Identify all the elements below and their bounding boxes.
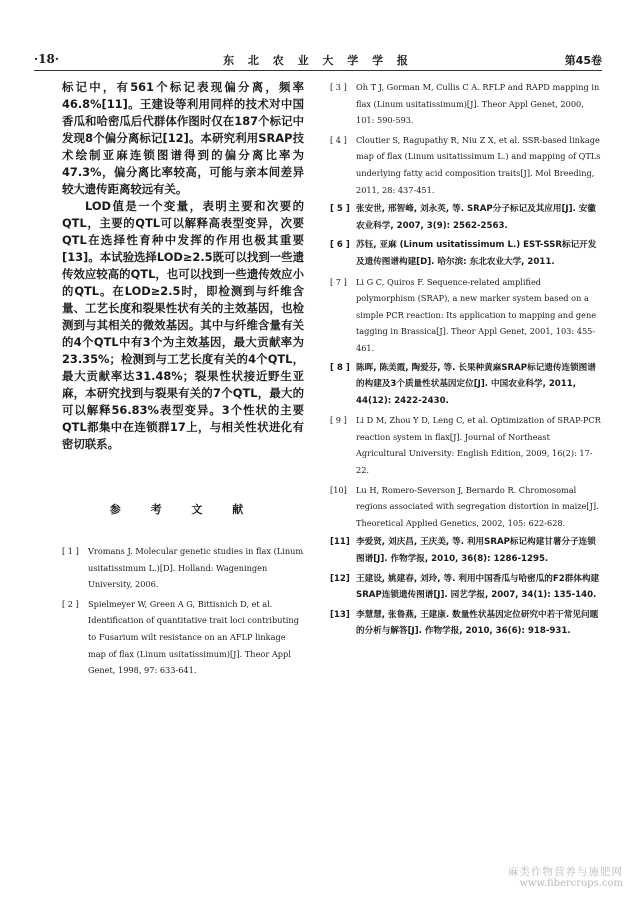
reference-item xyxy=(62,543,304,593)
page-number: ·18· xyxy=(34,52,60,66)
reference-text: Li G C, Quiros F. Sequence-related amplified polymorphism (SRAP), a new marker system based on a simple PCR reaction: Its application to mapping and gene tagging in Brassica[J]. Theor Appl Genet, 2001, 103: 455-461. xyxy=(356,276,597,353)
reference-number: [13] xyxy=(330,609,350,620)
reference-number: [ 4 ] xyxy=(330,134,347,145)
reference-text: 李慧慧, 张鲁燕, 王建康. 数量性状基因定位研究中若干常见问题的分析与解答[J]. 作物学报, 2010, 36(6): 918-931. xyxy=(356,609,599,637)
left-column xyxy=(62,79,304,682)
reference-item xyxy=(330,201,602,234)
reference-text: 张安世, 邢智峰, 刘永英, 等. SRAP分子标记及其应用[J]. 安徽农业科学, 2007, 3(9): 2562-2563. xyxy=(356,204,596,231)
references-list-left xyxy=(62,543,304,679)
reference-number: [ 9 ] xyxy=(330,415,347,426)
reference-number: [ 1 ] xyxy=(62,546,79,556)
header-rule xyxy=(34,70,602,71)
watermark-url: www.fibercrops.com xyxy=(519,878,623,889)
reference-number: [ 6 ] xyxy=(330,240,350,251)
watermark-site-name: 麻类作物营养与施肥网 xyxy=(508,866,623,878)
page-header xyxy=(34,50,602,72)
reference-number: [11] xyxy=(330,537,350,548)
reference-text: 李爱贤, 刘庆昌, 王庆美, 等. 利用SRAP标记构建甘薯分子连锁图谱[J]. 作物学报, 2010, 36(8): 1286-1295. xyxy=(356,537,596,565)
reference-item xyxy=(62,596,304,679)
body-paragraph-1: 标记中，有561个标记表现偏分离，频率46.8%[11]。王建设等利用同样的技术对中国香瓜和哈密瓜后代群体作图时仅在187个标记中发现8个偏分离标记[12]。本研究利用SRAP技术绘制亚麻连锁图谱得到的偏分离比率为47.3%，偏分离比率较高，可能与亲本间差异较大遗传距离较远有关。 xyxy=(62,80,304,196)
reference-text: Spielmeyer W, Green A G, Bittisnich D, et al. Identification of quantitative trait loci contributing to Fusarium wilt resistance on an AFLP linkage map of flax (Linum usitatissimum)[J]. Theor Appl Genet, 1998, 97: 633-641. xyxy=(88,598,299,676)
reference-item xyxy=(330,132,602,198)
reference-number: [ 8 ] xyxy=(330,362,350,373)
reference-text: Vromans J. Molecular genetic studies in flax (Linum usitatissimum L.)[D]. Holland: Wageningen University, 2006. xyxy=(88,546,304,590)
reference-text: Cloutier S, Ragupathy R, Niu Z X, et al. SSR-based linkage map of flax (Linum usitatissimum L.) and mapping of QTLs underlying fatty acid composition traits[J]. Mol Breeding, 2011, 28: 437-451. xyxy=(356,134,601,195)
reference-item xyxy=(330,534,602,567)
reference-item xyxy=(330,79,602,129)
right-column xyxy=(330,79,602,643)
reference-text: 王建设, 姚建春, 刘玲, 等. 利用中国香瓜与哈密瓜的F2群体构建SRAP连锁遗传图谱[J]. 园艺学报, 2007, 34(1): 135-140. xyxy=(356,573,600,601)
reference-number: [ 2 ] xyxy=(62,598,79,609)
reference-item xyxy=(330,607,602,640)
reference-text: 陈晖, 陈美霞, 陶爱芬, 等. 长果种黄麻SRAP标记遗传连锁图谱的构建及3个质量性状基因定位[J]. 中国农业科学, 2011, 44(12): 2422-2430. xyxy=(356,362,596,406)
reference-item xyxy=(330,360,602,410)
reference-number: [10] xyxy=(330,484,347,495)
reference-number: [ 5 ] xyxy=(330,204,350,215)
reference-item xyxy=(330,274,602,357)
body-paragraph-2: LOD值是一个变量，表明主要和次要的QTL，主要的QTL可以解释高表型变异，次要QTL在选择性育种中发挥的作用也极其重要[13]。本试验选择LOD≥2.5既可以找到一些遗传效应较高的QTL，也可以找到一些遗传效应小的QTL。在LOD≥2.5时，即检测到与纤维含量、工艺长度和裂果性状有关的主效基因，也检测到与其相关的微效基因。其中与纤维含量有关的4个QTL中有3个为主效基因，最大贡献率为23.35%；检测到与工艺长度有关的4个QTL，最大贡献率达31.48%；裂果性状接近野生亚麻，本研究找到与裂果有关的7个QTL，最大的可以解释56.83%表型变异。3个性状的主要QTL都集中在连锁群17上，与相关性状进化有密切联系。 xyxy=(62,199,304,451)
body-text xyxy=(62,79,304,453)
references-heading: 参 考 文 献 xyxy=(109,503,257,516)
reference-item xyxy=(330,237,602,270)
reference-number: [12] xyxy=(330,573,350,584)
reference-number: [ 7 ] xyxy=(330,276,347,287)
reference-text: 苏钰, 亚麻 (Linum usitatissimum L.) EST-SSR标记开发及遗传图谱构建[D]. 哈尔滨: 东北农业大学, 2011. xyxy=(356,240,597,267)
reference-item xyxy=(330,412,602,478)
site-watermark xyxy=(508,866,623,890)
journal-title: 东 北 农 业 大 学 学 报 xyxy=(223,54,413,67)
reference-item xyxy=(330,482,602,532)
reference-text: Lu H, Romero-Severson J, Bernardo R. Chromosomal regions associated with segregation distortion in maize[J]. Theoretical Applied Genetics, 2002, 105: 622-628. xyxy=(356,484,599,528)
reference-text: Oh T J, Gorman M, Cullis C A. RFLP and RAPD mapping in flax (Linum usitatissimum)[J]. Theor Appl Genet, 2000, 101: 590-593. xyxy=(356,82,600,126)
volume-label: 第45卷 xyxy=(564,54,602,67)
reference-number: [ 3 ] xyxy=(330,82,347,92)
reference-item xyxy=(330,571,602,604)
reference-text: Li D M, Zhou Y D, Leng C, et al. Optimization of SRAP-PCR reaction system in flax[J]. Journal of Northeast Agricultural University: English Edition, 2009, 16(2): 17-22. xyxy=(356,415,601,476)
